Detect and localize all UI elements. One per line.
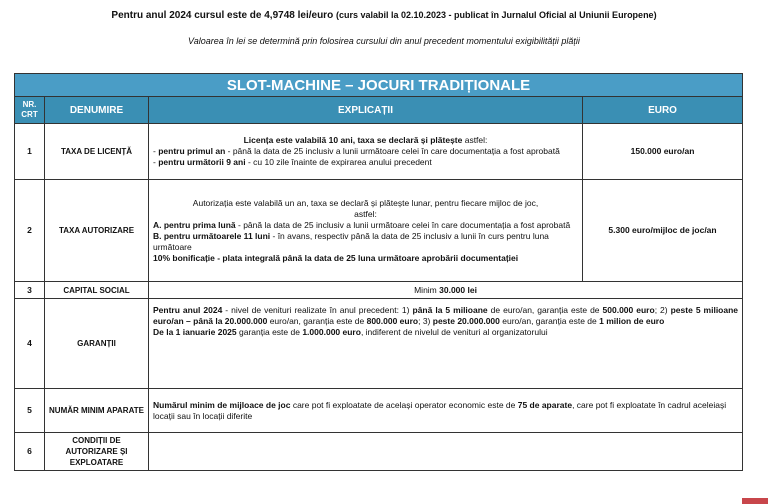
slot-machine-table — [14, 73, 743, 471]
g-p1-bold: Pentru anul 2024 — [153, 305, 223, 315]
row-name: TAXA AUTORIZARE — [45, 180, 149, 282]
rate-subheader: Valoarea în lei se determină prin folosirea cursului din anul precedent momentului exigibilității plății — [188, 36, 580, 46]
g-p1-r6: euro/an, garanția este de — [499, 316, 600, 326]
row-nr: 1 — [15, 124, 45, 180]
g-p1-r3: ; 2) — [654, 305, 671, 315]
expl-b: - în avans, respectiv până la data de 25 inclusiv a lunii în curs pentru luna următoare — [153, 230, 549, 252]
g-p2-r2: , indiferent de nivelul de venituri al organizatorului — [360, 327, 548, 337]
g-p1-b2: până la 5 milioane — [412, 305, 488, 315]
expl-bonus: 10% bonificație - plata integrală până la data de 25 luna următoare aprobării documentației — [153, 252, 519, 263]
min-rest: care pot fi exploatate de același operator economic este de — [290, 399, 518, 410]
col-header-expl: EXPLICAȚII — [149, 97, 583, 124]
col-header-name: DENUMIRE — [45, 97, 149, 124]
row-explanation: Licența este valabilă 10 ani, taxa se declară și plătește astfel: - pentru primul an - până la data de 25 inclusiv a lunii următoare celei în care documentația a fost aprobată - pentru următorii 9 ani - cu 10 zile înainte de expirarea anului precedent — [149, 124, 583, 180]
expl-b-bold: B. pentru următoarele 11 luni — [153, 230, 271, 241]
expl-line1: - până la data de 25 inclusiv a lunii următoare celei în care documentația a fost aprobată — [225, 146, 560, 156]
row-nr: 6 — [15, 433, 45, 471]
rate-header — [0, 10, 768, 21]
table-header-row — [15, 97, 743, 124]
g-p2-b2: 1.000.000 euro — [302, 327, 361, 337]
g-p1-b3: 500.000 euro — [602, 305, 655, 315]
row-euro: 5.300 euro/mijloc de joc/an — [583, 180, 743, 282]
row-name: GARANȚII — [45, 299, 149, 389]
g-p1-b6: peste 20.000.000 — [432, 316, 500, 326]
row-name: NUMĂR MINIM APARATE — [45, 389, 149, 433]
g-p2-bold: De la 1 ianuarie 2025 — [153, 327, 237, 337]
g-p1: - nivel de venituri realizate în anul precedent: 1) — [222, 305, 413, 315]
g-p1-r4: euro/an, garanția este de — [267, 316, 367, 326]
min-bold: Numărul minim de mijloace de joc — [153, 399, 291, 410]
expl-a: - până la data de 25 inclusiv a lunii următoare celei în care documentația a fost aprobată — [235, 219, 571, 230]
table-row — [15, 282, 743, 299]
col-header-euro: EURO — [583, 97, 743, 124]
min-b2: 75 de aparate — [517, 399, 573, 410]
expl-intro-rest: astfel: — [462, 135, 488, 145]
table-row — [15, 389, 743, 433]
expl-line2: - cu 10 zile înainte de expirarea anului precedent — [245, 157, 432, 167]
row-explanation — [149, 299, 743, 389]
row-nr: 2 — [15, 180, 45, 282]
row-explanation — [149, 433, 743, 471]
row-nr: 4 — [15, 299, 45, 389]
table-row — [15, 433, 743, 471]
table-row — [15, 299, 743, 389]
rate-header-main: Pentru anul 2024 cursul este de 4,9748 lei/euro — [111, 10, 334, 21]
table-row — [15, 180, 743, 282]
g-p2: garanția este de — [236, 327, 303, 337]
g-p1-r5: ; 3) — [418, 316, 433, 326]
corner-mark — [742, 498, 768, 504]
expl-intro: Licența este valabilă 10 ani, taxa se declară și plătește — [243, 135, 463, 145]
row-nr: 3 — [15, 282, 45, 299]
g-p1-b4: peste 5 milioane euro/an – până la 20.000.000 — [153, 305, 739, 326]
expl-a-bold: A. pentru prima lună — [153, 219, 236, 230]
min-r2: , care pot fi exploatate în cadrul aceleiași locații sau în locații diferite — [153, 399, 727, 421]
row-name: CONDIȚII DE AUTORIZARE ȘI EXPLOATARE — [45, 433, 149, 471]
table-title-row — [15, 74, 743, 97]
capital-value: 30.000 lei — [439, 284, 477, 295]
expl-intro: Autorizația este valabilă un an, taxa se declară și plătește lunar, pentru fiecare mijloc de joc, — [192, 197, 539, 208]
rate-header-note: (curs valabil la 02.10.2023 - publicat în Jurnalul Oficial al Uniunii Europene) — [335, 10, 657, 20]
expl-line1-bold: pentru primul an — [158, 146, 226, 156]
row-name: CAPITAL SOCIAL — [45, 282, 149, 299]
row-name: TAXA DE LICENȚĂ — [45, 124, 149, 180]
g-p1-b7: 1 milion de euro — [599, 316, 665, 326]
row-explanation — [149, 389, 743, 433]
row-explanation — [149, 180, 583, 282]
table-title: SLOT-MACHINE – JOCURI TRADIȚIONALE — [15, 74, 743, 97]
expl-intro2: astfel: — [354, 208, 377, 219]
row-explanation — [149, 282, 743, 299]
capital-text: Minim — [414, 284, 440, 295]
col-header-nr: NR. CRT — [15, 97, 45, 124]
row-euro: 150.000 euro/an — [583, 124, 743, 180]
row-nr: 5 — [15, 389, 45, 433]
g-p1-r2: de euro/an, garanția este de — [487, 305, 603, 315]
table-row — [15, 124, 743, 180]
g-p1-b5: 800.000 euro — [366, 316, 419, 326]
expl-line2-bold: pentru următorii 9 ani — [158, 157, 246, 167]
